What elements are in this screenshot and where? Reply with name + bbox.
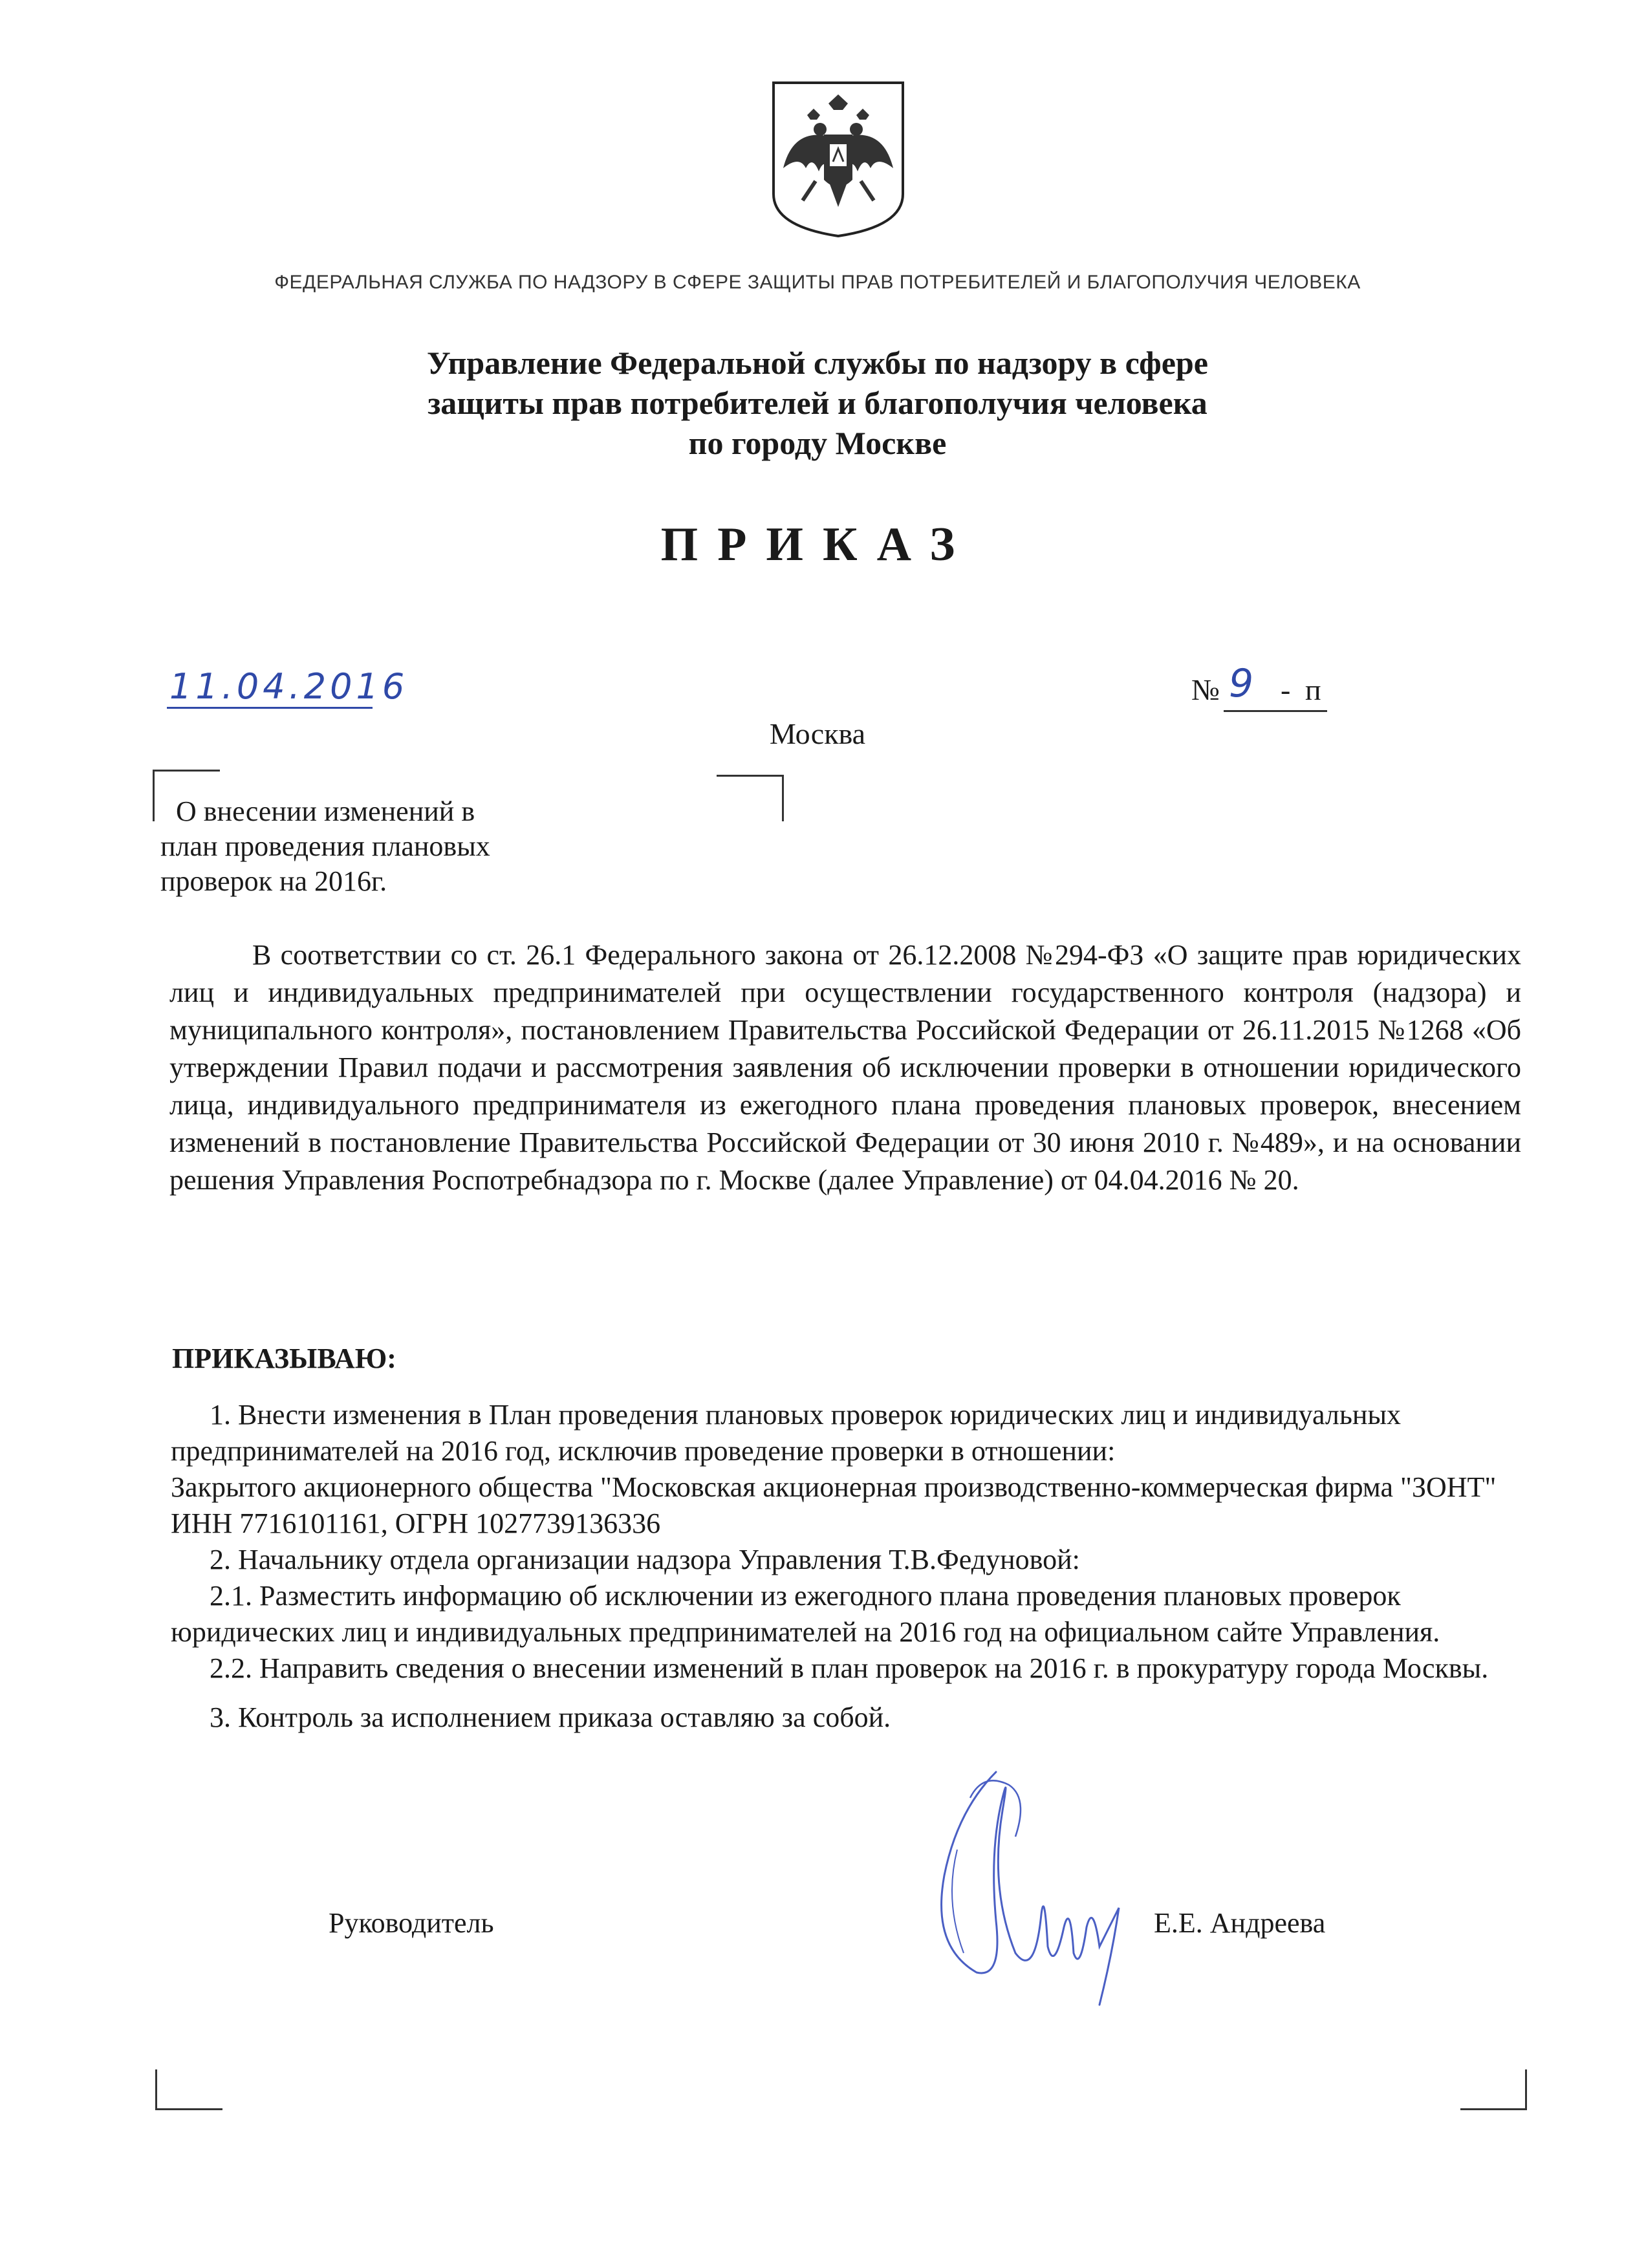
order-date: 11.04.2016 [169, 666, 409, 707]
date-underline [167, 707, 373, 709]
order-number-label: № [1191, 673, 1220, 706]
department-line-3: по городу Москве [688, 425, 947, 461]
document-title: ПРИКАЗ [660, 518, 975, 571]
corner-mark-right-bottom [1460, 2108, 1527, 2110]
agency-name: ФЕДЕРАЛЬНАЯ СЛУЖБА ПО НАДЗОРУ В СФЕРЕ ЗАЩИТЫ ПРАВ ПОТРЕБИТЕЛЕЙ И БЛАГОПОЛУЧИЯ ЧЕЛОВЕКА [274, 272, 1361, 293]
order-item-1: 1. Внести изменения в План проведения плановых проверок юридических лиц и индивидуальных предпринимателей на 2016 год, исключив проведение проверки в отношении: [171, 1399, 1402, 1467]
corner-mark-left-side [155, 2069, 157, 2110]
order-number-underline [1224, 710, 1327, 712]
subject-line-2: план проведения плановых [160, 830, 490, 862]
order-items [171, 1397, 1522, 1736]
subject-bracket-right-top [717, 775, 784, 777]
department-line-1: Управление Федеральной службы по надзору в сфере [427, 345, 1208, 381]
subject-bracket-left-side [153, 770, 155, 821]
subject-line-3: проверок на 2016г. [160, 865, 387, 897]
subject-bracket-right-side [782, 775, 784, 821]
handwritten-signature [905, 1759, 1138, 2031]
subject-bracket-left-top [153, 770, 220, 772]
preamble-paragraph: В соответствии со ст. 26.1 Федерального закона от 26.12.2008 №294-ФЗ «О защите прав юридических лиц и индивидуальных предпринимателей при осуществлении государственного контроля (надзора) и муниципального контроля», постановлением Правительства Российской Федерации от 26.11.2015 №1268 «Об утверждении Правил подачи и рассмотрения заявления об исключении проверки в отношении юридического лица, индивидуального предпринимателя из ежегодного плана проведения плановых проверок, внесением изменений в постановление Правительства Российской Федерации от 30 июня 2010 г. №489», и на основании решения Управления Роспотребнадзора по г. Москве (далее Управление) от 04.04.2016 № 20. [169, 939, 1521, 1196]
order-item-2-2: 2.2. Направить сведения о внесении изменений в план проверок на 2016 г. в прокуратуру города Москвы. [210, 1652, 1489, 1684]
corner-mark-left-bottom [155, 2108, 222, 2110]
order-number: 9 [1229, 661, 1254, 706]
department-name [194, 343, 1441, 463]
department-line-2: защиты прав потребителей и благополучия человека [428, 385, 1207, 421]
order-number-dash: - [1281, 673, 1291, 706]
order-heading: ПРИКАЗЫВАЮ: [172, 1343, 396, 1374]
corner-mark-right-side [1525, 2069, 1527, 2110]
subject-block [160, 794, 548, 899]
subject-line-1: О внесении изменений в [176, 795, 475, 827]
signatory-position: Руководитель [329, 1907, 494, 1939]
order-item-3: 3. Контроль за исполнением приказа оставляю за собой. [210, 1701, 891, 1733]
city: Москва [769, 717, 866, 750]
signatory-name: Е.Е. Андреева [1154, 1907, 1326, 1939]
order-item-1-company: Закрытого акционерного общества "Московская акционерная производственно-коммерческая фирма "ЗОНТ" ИНН 7716101161, ОГРН 1027739136336 [171, 1471, 1497, 1539]
order-number-suffix: п [1305, 673, 1321, 706]
order-item-2: 2. Начальнику отдела организации надзора Управления Т.В.Федуновой: [210, 1544, 1080, 1575]
coat-of-arms-emblem [767, 78, 909, 239]
order-item-2-1: 2.1. Разместить информацию об исключении из ежегодного плана проведения плановых проверок юридических лиц и индивидуальных предпринимателей на 2016 год на официальном сайте Управления. [171, 1580, 1440, 1648]
